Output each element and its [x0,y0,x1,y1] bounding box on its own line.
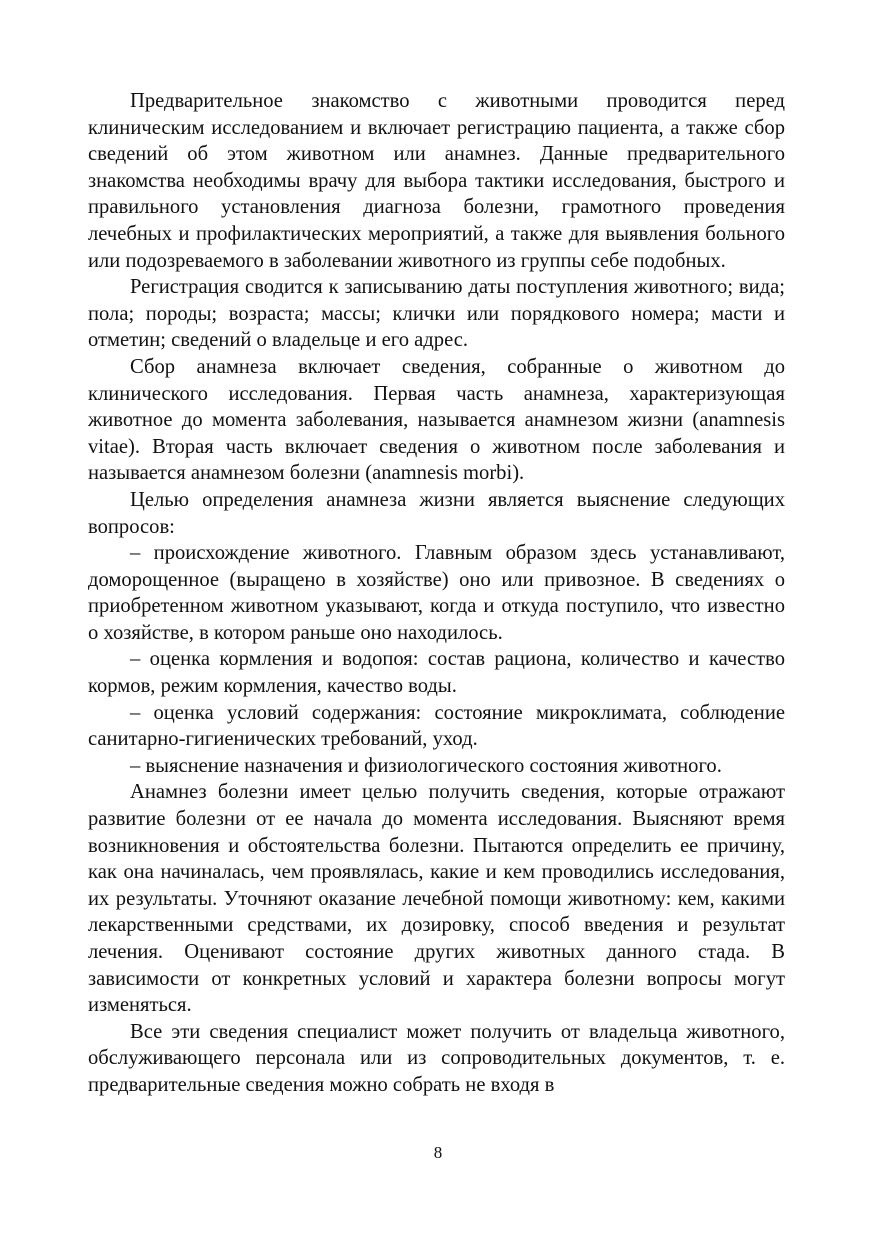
list-item-feeding: – оценка кормления и водопоя: состав рациона, количество и качество кормов, режим кормления, качество воды. [88,648,785,698]
paragraph-registration: Регистрация сводится к записыванию даты поступления животного; вида; пола; породы; возраста; массы; клички или порядкового номера; масти и отметин; сведений о владельце и его адрес. [88,276,785,352]
paragraph-sources: Все эти сведения специалист может получить от владельца животного, обслуживающего персонала или из сопроводительных документов, т. е. предварительные сведения можно собрать не входя в [88,1020,785,1096]
paragraph-intro: Предварительное знакомство с животными проводится перед клиническим исследованием и включает регистрацию пациента, а также сбор сведений об этом животном или анамнез. Данные предварительного знакомства необходимы врачу для выбора тактики исследования, быстрого и правильного установления диагноза болезни, грамотного проведения лечебных и профилактических мероприятий, а также для выявления больного или подозреваемого в заболевании животного из группы себе подобных. [88,90,785,272]
list-item-origin: – происхождение животного. Главным образом здесь устанавливают, доморощенное (выращено в хозяйстве) оно или привозное. В сведениях о приобретенном животном указывают, когда и откуда поступило, что известно о хозяйстве, в котором раньше оно находилось. [88,542,785,644]
list-item-purpose: – выяснение назначения и физиологического состояния животного. [130,754,722,777]
paragraph-anamnesis-collection: Сбор анамнеза включает сведения, собранные о животном до клинического исследования. Первая часть анамнеза, характеризующая животное до момента заболевания, называется анамнезом жизни (anamnesis vitae). Вторая часть включает сведения о животном после заболевания и называется анамнезом болезни (anamnesis morbi). [88,355,785,485]
page-number: 8 [433,1143,443,1162]
list-item-housing: – оценка условий содержания: состояние микроклимата, соблюдение санитарно-гигиенических требований, уход. [88,701,785,751]
page-body [88,88,785,1099]
paragraph-disease-anamnesis: Анамнез болезни имеет целью получить сведения, которые отражают развитие болезни от ее начала до момента исследования. Выясняют время возникновения и обстоятельства болезни. Пытаются определить ее причину, как она начиналась, чем проявлялась, какие и кем проводились исследования, их результаты. Уточняют оказание лечебной помощи животному: кем, какими лекарственными средствами, их дозировку, способ введения и результат лечения. Оценивают состояние других животных данного стада. В зависимости от конкретных условий и характера болезни вопросы могут изменяться. [88,781,785,1017]
paragraph-life-anamnesis-goal: Целью определения анамнеза жизни является выяснение следующих вопросов: [88,488,785,538]
